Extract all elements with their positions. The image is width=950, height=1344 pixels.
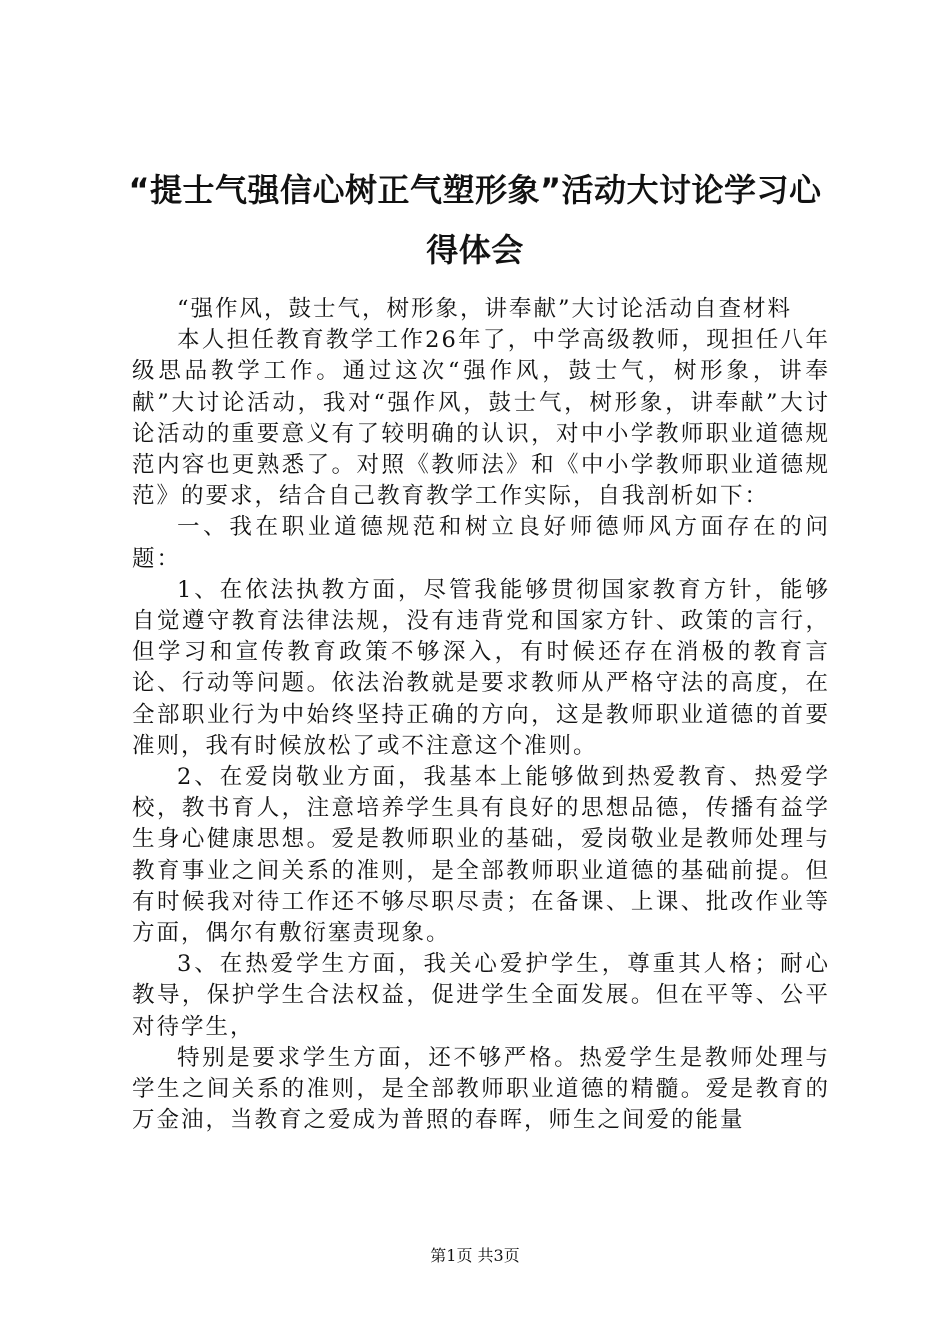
paragraph-item-2: 2、在爱岗敬业方面，我基本上能够做到热爱教育、热爱学校，教书育人，注意培养学生具有良好的思想品德，传播有益学生身心健康思想。爱是教师职业的基础，爱岗敬业是教师处理与教育事业之间关系的准则，是全部教师职业道德的基础前提。但有时候我对待工作还不够尽职尽责；在备课、上课、批改作业等方面，偶尔有敷衍塞责现象。 <box>132 764 830 947</box>
paragraph-item-1: 1、在依法执教方面，尽管我能够贯彻国家教育方针，能够自觉遵守教育法律法规，没有违背党和国家方针、政策的言行，但学习和宣传教育政策不够深入，有时候还存在消极的教育言论、行动等问题。依法治教就是要求教师从严格守法的高度，在全部职业行为中始终坚持正确的方向，这是教师职业道德的首要准则，我有时候放松了或不注意这个准则。 <box>132 576 830 759</box>
document-body <box>132 294 830 1136</box>
paragraph-section-heading: 一、我在职业道德规范和树立良好师德师风方面存在的问题： <box>132 514 830 572</box>
paragraph-item-3-continued: 特别是要求学生方面，还不够严格。热爱学生是教师处理与学生之间关系的准则，是全部教师职业道德的精髓。爱是教育的万金油，当教育之爱成为普照的春晖，师生之间爱的能量 <box>132 1044 830 1134</box>
paragraph-item-3: 3、在热爱学生方面，我关心爱护学生，尊重其人格；耐心教导，保护学生合法权益，促进学生全面发展。但在平等、公平对待学生， <box>132 951 830 1040</box>
document-title: “提士气强信心树正气塑形象”活动大讨论学习心得体会 <box>128 171 822 269</box>
page-number-footer: 第1页 共3页 <box>430 1246 520 1265</box>
paragraph-intro: 本人担任教育教学工作26年了，中学高级教师，现担任八年级思品教学工作。通过这次“强作风，鼓士气，树形象，讲奉献”大讨论活动，我对“强作风，鼓士气，树形象，讲奉献”大讨论活动的重要意义有了较明确的认识，对中小学教师职业道德规范内容也更熟悉了。对照《教师法》和《中小学教师职业道德规范》的要求，结合自己教育教学工作实际，自我剖析如下： <box>132 327 830 510</box>
paragraph-subtitle: “强作风，鼓士气，树形象，讲奉献”大讨论活动自查材料 <box>177 296 793 322</box>
